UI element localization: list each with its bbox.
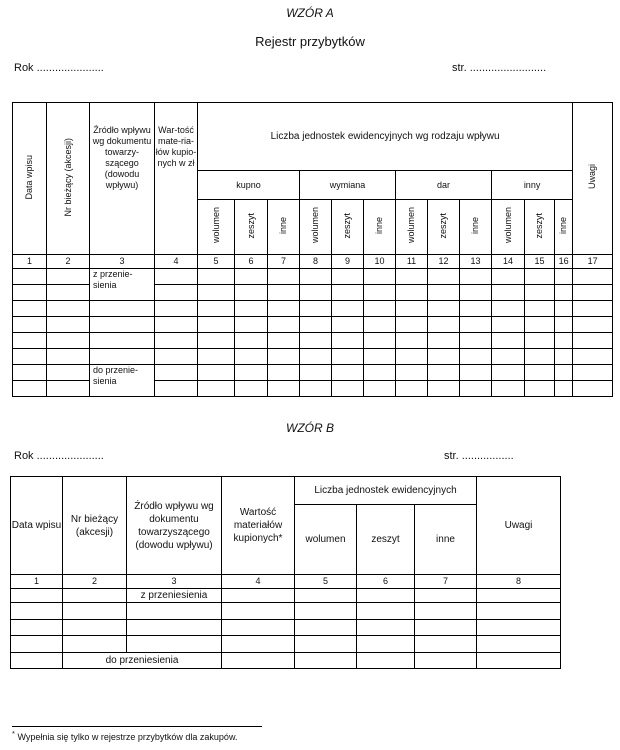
table-row xyxy=(13,317,613,333)
footnote-text: Wypełnia się tylko w rejestrze przybytków dla zakupów. xyxy=(17,732,238,742)
table-row xyxy=(13,365,613,381)
wzor-a-title: WZÓR A xyxy=(286,6,334,20)
column-number: 9 xyxy=(332,255,364,269)
wzor-b-rok-field: Rok ...................... xyxy=(14,450,104,462)
column-number: 3 xyxy=(90,255,155,269)
header-nr-biezacy: Nr bieżący (akcesji) xyxy=(63,477,127,575)
header-data-wpisu: Data wpisu xyxy=(11,477,63,575)
header-liczba-jednostek: Liczba jednostek ewidencyjnych wg rodzaju wpływu xyxy=(198,103,573,171)
column-number: 3 xyxy=(127,575,222,589)
header-uwagi: Uwagi xyxy=(477,477,561,575)
z-przeniesienia-label: z przeniesienia xyxy=(127,589,222,603)
wzor-b-title: WZÓR B xyxy=(286,421,334,435)
group-wymiana: wymiana xyxy=(300,171,396,200)
column-number: 15 xyxy=(525,255,555,269)
table-row xyxy=(13,269,613,285)
column-number: 7 xyxy=(415,575,477,589)
sub-inne: inne xyxy=(460,200,492,255)
header-data-wpisu: Data wpisu xyxy=(13,103,47,255)
sub-wolumen: wolumen xyxy=(198,200,235,255)
column-number: 10 xyxy=(364,255,396,269)
sub-wolumen: wolumen xyxy=(492,200,525,255)
sub-inne: inne xyxy=(364,200,396,255)
sub-zeszyt: zeszyt xyxy=(332,200,364,255)
sub-inne: inne xyxy=(415,505,477,575)
header-wartosc: War-tość mate-ria-łów kupio-nych w zł xyxy=(155,103,198,255)
do-przeniesienia-label: do przeniesienia xyxy=(63,653,222,669)
column-number: 8 xyxy=(300,255,332,269)
wzor-b-str-field: str. ................. xyxy=(444,450,514,462)
header-uwagi: Uwagi xyxy=(573,103,613,255)
header-zrodlo: Źródło wpływu wg dokumentu towarzyszącego (dowodu wpływu) xyxy=(127,477,222,575)
group-dar: dar xyxy=(396,171,492,200)
column-number: 12 xyxy=(428,255,460,269)
column-number: 2 xyxy=(63,575,127,589)
footnote xyxy=(12,729,237,742)
column-number: 11 xyxy=(396,255,428,269)
table-row xyxy=(11,603,561,620)
register-title: Rejestr przybytków xyxy=(255,34,365,49)
column-number: 8 xyxy=(477,575,561,589)
header-liczba-jednostek: Liczba jednostek ewidencyjnych xyxy=(295,477,477,505)
wzor-a-str-field: str. ......................... xyxy=(452,62,547,74)
sub-wolumen: wolumen xyxy=(295,505,357,575)
z-przeniesienia-label: z przenie-sienia xyxy=(90,269,155,301)
wzor-a-table xyxy=(12,102,613,397)
group-kupno: kupno xyxy=(198,171,300,200)
table-row xyxy=(11,653,561,669)
column-number: 5 xyxy=(198,255,235,269)
column-number: 5 xyxy=(295,575,357,589)
column-number: 7 xyxy=(268,255,300,269)
column-number: 1 xyxy=(13,255,47,269)
sub-wolumen: wolumen xyxy=(300,200,332,255)
column-number: 6 xyxy=(357,575,415,589)
do-przeniesienia-label: do przenie-sienia xyxy=(90,365,155,397)
header-zrodlo: Źródło wpływu wg dokumentu towarzy-szącego (dowodu wpływu) xyxy=(90,103,155,255)
footnote-asterisk: * xyxy=(12,729,15,738)
column-number: 1 xyxy=(11,575,63,589)
wzor-a-rok-field: Rok ...................... xyxy=(14,62,104,74)
footnote-divider xyxy=(12,726,262,727)
table-row xyxy=(11,636,561,653)
sub-wolumen: wolumen xyxy=(396,200,428,255)
sub-inne: inne xyxy=(555,200,573,255)
column-number: 17 xyxy=(573,255,613,269)
column-number: 13 xyxy=(460,255,492,269)
header-nr-biezacy: Nr bieżący (akcesji) xyxy=(47,103,90,255)
column-number: 4 xyxy=(155,255,198,269)
sub-zeszyt: zeszyt xyxy=(357,505,415,575)
sub-zeszyt: zeszyt xyxy=(235,200,268,255)
table-row xyxy=(13,349,613,365)
table-row xyxy=(13,301,613,317)
sub-inne: inne xyxy=(268,200,300,255)
column-number: 16 xyxy=(555,255,573,269)
column-number: 2 xyxy=(47,255,90,269)
table-row xyxy=(11,620,561,636)
sub-zeszyt: zeszyt xyxy=(428,200,460,255)
header-wartosc: Wartość materiałów kupionych* xyxy=(222,477,295,575)
column-number: 4 xyxy=(222,575,295,589)
group-inny: inny xyxy=(492,171,573,200)
table-row xyxy=(13,333,613,349)
column-number: 6 xyxy=(235,255,268,269)
table-row xyxy=(11,589,561,603)
sub-zeszyt: zeszyt xyxy=(525,200,555,255)
wzor-b-table xyxy=(10,476,561,669)
column-number: 14 xyxy=(492,255,525,269)
